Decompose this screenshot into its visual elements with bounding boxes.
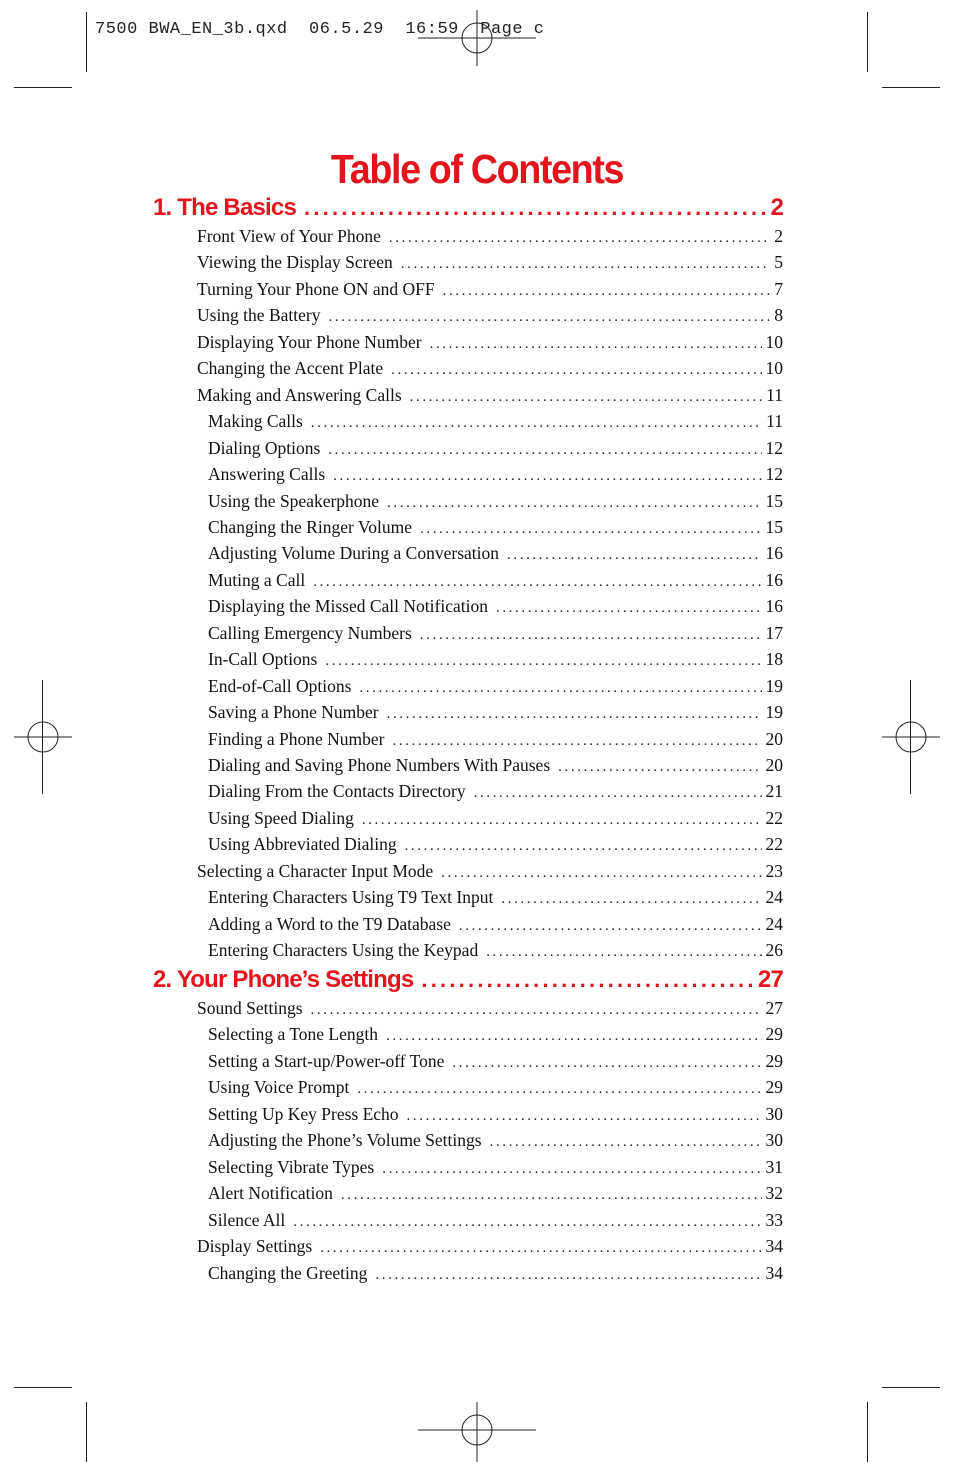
dot-leader (313, 574, 761, 591)
toc-entry (208, 940, 783, 964)
toc-entry-page-number: 30 (765, 1104, 783, 1124)
dot-leader (391, 362, 761, 379)
toc-entry (197, 252, 783, 276)
toc-entry (208, 676, 783, 700)
dot-leader (405, 838, 762, 855)
toc-entry-page-number: 12 (765, 464, 783, 484)
dot-leader (333, 468, 761, 485)
dot-leader (401, 256, 770, 273)
registration-mark-icon (882, 708, 940, 766)
toc-entry (208, 491, 783, 515)
toc-entry-label: Silence All (208, 1210, 286, 1230)
registration-mark-icon (14, 708, 72, 766)
dot-leader (328, 442, 761, 459)
toc-entry (208, 702, 783, 726)
toc-entry-page-number: 20 (765, 729, 783, 749)
toc-entry-page-number: 34 (765, 1263, 783, 1283)
dot-leader (407, 1108, 762, 1125)
dot-leader (474, 785, 762, 802)
dot-leader (387, 706, 762, 723)
toc-entry (208, 438, 783, 462)
toc-entry (208, 649, 783, 673)
toc-entry (208, 1263, 783, 1287)
toc-entry (208, 623, 783, 647)
toc-entry-label: Using the Speakerphone (208, 491, 380, 511)
toc-entry (208, 887, 783, 911)
toc-entry (208, 517, 783, 541)
toc-entry-label: Alert Notification (208, 1183, 333, 1203)
toc-entry-label: Adjusting Volume During a Conversation (208, 543, 500, 563)
toc-entry-label: Entering Characters Using the Keypad (208, 940, 479, 960)
dot-leader (421, 967, 753, 993)
dot-leader (375, 1267, 761, 1284)
chapter-heading-label: 2. Your Phone’s Settings (153, 966, 414, 993)
toc-entry-page-number: 33 (765, 1210, 783, 1230)
toc-entry (208, 1157, 783, 1181)
dot-leader (387, 495, 761, 512)
toc-entry-label: Answering Calls (208, 464, 326, 484)
toc-entry-label: Using Speed Dialing (208, 808, 354, 828)
toc-entry-label: Saving a Phone Number (208, 702, 379, 722)
crop-mark (882, 87, 940, 88)
toc-entry-page-number: 22 (765, 834, 783, 854)
toc-entry-label: Adding a Word to the T9 Database (208, 914, 451, 934)
toc-entry-page-number: 17 (765, 623, 783, 643)
toc-entry (197, 279, 783, 303)
toc-entry-page-number: 18 (765, 649, 783, 669)
dot-leader (357, 1081, 761, 1098)
toc-entry-label: Setting a Start-up/Power-off Tone (208, 1051, 445, 1071)
toc-entry-label: Selecting Vibrate Types (208, 1157, 375, 1177)
toc-entry-page-number: 7 (774, 279, 783, 299)
dot-leader (341, 1187, 762, 1204)
dot-leader (328, 309, 770, 326)
toc-entry-page-number: 16 (765, 570, 783, 590)
dot-leader (420, 521, 762, 538)
toc-entry-label: Entering Characters Using T9 Text Input (208, 887, 494, 907)
crop-mark (882, 1387, 940, 1388)
toc-entry (197, 358, 783, 382)
toc-entry-page-number: 16 (765, 596, 783, 616)
toc-entry-page-number: 10 (765, 332, 783, 352)
toc-entry-label: Finding a Phone Number (208, 729, 385, 749)
crop-mark (867, 1402, 868, 1462)
toc-entry-label: Front View of Your Phone (197, 226, 381, 246)
toc-entry-label: Dialing Options (208, 438, 321, 458)
toc-entry-page-number: 8 (774, 305, 783, 325)
file-slug-line: 7500 BWA_EN_3b.qxd 06.5.29 16:59 Page c (95, 20, 545, 39)
toc-entry-page-number: 11 (766, 411, 783, 431)
toc-entry (208, 834, 783, 858)
crop-mark (14, 1387, 72, 1388)
toc-entry-page-number: 23 (765, 861, 783, 881)
dot-leader (496, 600, 762, 617)
dot-leader (501, 891, 761, 908)
toc-entry-label: In-Call Options (208, 649, 318, 669)
dot-leader (311, 1002, 762, 1019)
toc-entry-page-number: 16 (765, 543, 783, 563)
toc-entry-label: Selecting a Character Input Mode (197, 861, 434, 881)
toc-entry-page-number: 29 (765, 1051, 783, 1071)
toc-entry-label: Viewing the Display Screen (197, 252, 393, 272)
toc-entry (208, 570, 783, 594)
toc-entry (208, 1104, 783, 1128)
dot-leader (507, 547, 761, 564)
toc-entry (208, 1024, 783, 1048)
dot-leader (486, 944, 761, 961)
toc-entry-page-number: 29 (765, 1077, 783, 1097)
dot-leader (420, 627, 762, 644)
dot-leader (459, 918, 762, 935)
dot-leader (382, 1161, 761, 1178)
chapter-heading (153, 194, 783, 224)
dot-leader (452, 1055, 761, 1072)
toc-entry-label: Making Calls (208, 411, 303, 431)
toc-entry (208, 1130, 783, 1154)
toc-entry-page-number: 5 (774, 252, 783, 272)
toc-entry-label: Sound Settings (197, 998, 303, 1018)
dot-leader (320, 1240, 761, 1257)
toc-entry-page-number: 15 (765, 491, 783, 511)
toc-entry (197, 861, 783, 885)
toc-entry (197, 998, 783, 1022)
toc-entry-page-number: 30 (765, 1130, 783, 1150)
page-title: Table of Contents (330, 146, 624, 192)
toc-entry-label: Using Voice Prompt (208, 1077, 350, 1097)
toc-entry-label: Turning Your Phone ON and OFF (197, 279, 435, 299)
toc-entry-label: Using the Battery (197, 305, 321, 325)
toc-entry-page-number: 22 (765, 808, 783, 828)
toc-entry (208, 464, 783, 488)
dot-leader (430, 336, 762, 353)
registration-mark-icon (418, 10, 536, 66)
toc-entry (197, 305, 783, 329)
dot-leader (311, 415, 762, 432)
toc-entry (208, 543, 783, 567)
toc-entry-page-number: 34 (765, 1236, 783, 1256)
toc-entry-label: Adjusting the Phone’s Volume Settings (208, 1130, 482, 1150)
toc-entry-page-number: 19 (765, 676, 783, 696)
toc-entry (197, 1236, 783, 1260)
registration-mark-icon (418, 1402, 536, 1462)
toc-entry-label: Changing the Accent Plate (197, 358, 384, 378)
toc-entry-label: Muting a Call (208, 570, 306, 590)
dot-leader (359, 680, 761, 697)
dot-leader (410, 389, 763, 406)
dot-leader (293, 1214, 761, 1231)
toc-entry-page-number: 24 (765, 887, 783, 907)
toc-entry (208, 1077, 783, 1101)
toc-entry (208, 411, 783, 435)
toc-entry (197, 226, 783, 250)
dot-leader (325, 653, 761, 670)
toc-entry-page-number: 32 (765, 1183, 783, 1203)
toc-entry-page-number: 29 (765, 1024, 783, 1044)
toc-entry-label: Changing the Greeting (208, 1263, 368, 1283)
toc-entry-page-number: 20 (765, 755, 783, 775)
toc-entry (208, 1183, 783, 1207)
toc-entry-label: Dialing From the Contacts Directory (208, 781, 466, 801)
crop-mark (86, 12, 87, 72)
toc-entry (197, 332, 783, 356)
toc-entry-page-number: 11 (766, 385, 783, 405)
toc-entry (208, 808, 783, 832)
toc-entry (208, 781, 783, 805)
toc-entry (208, 755, 783, 779)
toc-entry-label: Selecting a Tone Length (208, 1024, 379, 1044)
toc-entry (197, 385, 783, 409)
chapter-heading-label: 1. The Basics (153, 194, 297, 221)
toc-entry-label: Setting Up Key Press Echo (208, 1104, 399, 1124)
crop-mark (86, 1402, 87, 1462)
toc-entry-page-number: 21 (765, 781, 783, 801)
toc-entry-page-number: 2 (774, 226, 783, 246)
toc-entry (208, 914, 783, 938)
crop-mark (14, 87, 72, 88)
toc-entry (208, 1210, 783, 1234)
toc-entry-page-number: 27 (765, 998, 783, 1018)
toc-entry-label: Displaying Your Phone Number (197, 332, 422, 352)
toc-entry-label: End-of-Call Options (208, 676, 352, 696)
chapter-heading-page-number: 27 (757, 966, 783, 993)
toc-entry-label: Making and Answering Calls (197, 385, 402, 405)
toc-entry-label: Display Settings (197, 1236, 313, 1256)
dot-leader (386, 1028, 761, 1045)
toc-entry-page-number: 10 (765, 358, 783, 378)
dot-leader (392, 733, 761, 750)
toc-entry (208, 729, 783, 753)
toc-entry (208, 1051, 783, 1075)
toc-entry-label: Displaying the Missed Call Notification (208, 596, 488, 616)
dot-leader (362, 812, 762, 829)
dot-leader (441, 865, 761, 882)
toc-entry-page-number: 26 (765, 940, 783, 960)
dot-leader (490, 1134, 762, 1151)
toc-entry-page-number: 19 (765, 702, 783, 722)
toc-entry (208, 596, 783, 620)
toc-entry-label: Changing the Ringer Volume (208, 517, 412, 537)
toc-entry-page-number: 31 (765, 1157, 783, 1177)
dot-leader (558, 759, 761, 776)
toc-entry-label: Using Abbreviated Dialing (208, 834, 397, 854)
toc-entry-page-number: 12 (765, 438, 783, 458)
toc-entry-label: Dialing and Saving Phone Numbers With Pauses (208, 755, 551, 775)
dot-leader (443, 283, 771, 300)
dot-leader (389, 230, 770, 247)
toc-entry-page-number: 24 (765, 914, 783, 934)
crop-mark (867, 12, 868, 72)
toc-entry-page-number: 15 (765, 517, 783, 537)
dot-leader (304, 195, 766, 221)
toc-entry-label: Calling Emergency Numbers (208, 623, 412, 643)
chapter-heading (153, 966, 783, 996)
chapter-heading-page-number: 2 (770, 194, 783, 221)
